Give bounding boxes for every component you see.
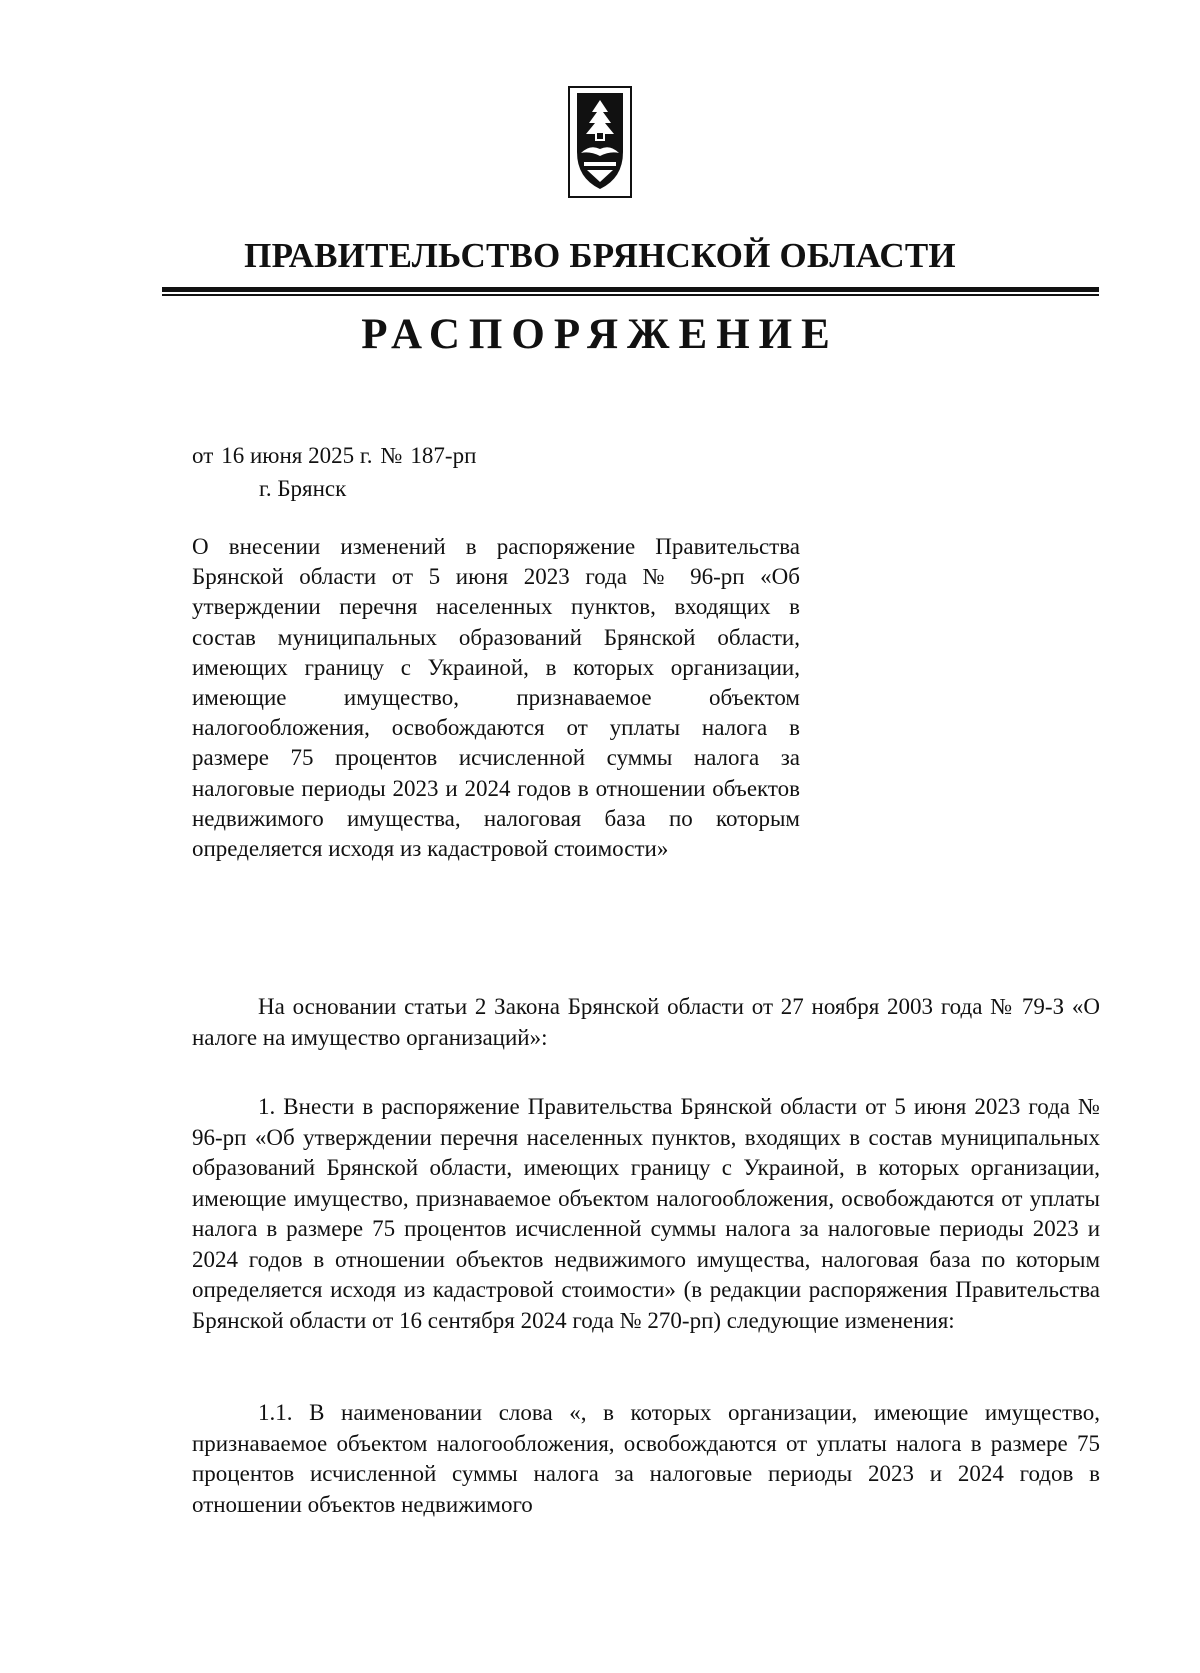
item-1-1-paragraph: 1.1. В наименовании слова «, в которых организации, имеющие имущество, признаваемое объектом налогообложения, освобождаются от уплаты налога в размере 75 процентов исчисленной суммы налога за налоговые периоды 2023 и 2024 годов в отношении объектов недвижимого xyxy=(192,1400,1100,1517)
legal-basis-paragraph: На основании статьи 2 Закона Брянской области от 27 ноября 2003 года № 79-З «О налоге на имущество организаций»: xyxy=(192,994,1100,1050)
bryansk-coat-of-arms-icon xyxy=(568,86,632,198)
header-rule-thick xyxy=(162,287,1099,292)
document-date: 16 июня 2025 г. xyxy=(221,443,373,468)
document-number: 187-рп xyxy=(410,443,477,468)
date-prefix: от xyxy=(192,443,214,468)
document-type: РАСПОРЯЖЕНИЕ xyxy=(361,311,839,358)
header-rule-thin xyxy=(162,294,1099,296)
document-city: г. Брянск xyxy=(259,476,347,501)
item-1-paragraph: 1. Внести в распоряжение Правительства Брянской области от 5 июня 2023 года № 96-рп «Об утверждении перечня населенных пунктов, входящих в состав муниципальных образований Брянской области, имеющих границу с Украиной, в которых организации, имеющие имущество, признаваемое объектом налогообложения, освобождаются от уплаты налога в размере 75 процентов исчисленной суммы налога за налоговые периоды 2023 и 2024 годов в отношении объектов недвижимого имущества, налоговая база по которым определяется исходя из кадастровой стоимости» (в редакции распоряжения Правительства Брянской области от 16 сентября 2024 года № 270-рп) следующие изменения: xyxy=(192,1094,1100,1333)
organization-name: ПРАВИТЕЛЬСТВО БРЯНСКОЙ ОБЛАСТИ xyxy=(244,236,956,275)
document-subject: О внесении изменений в распоряжение Правительства Брянской области от 5 июня 2023 года № 96-рп «Об утверждении перечня населенных пунктов, входящих в состав муниципальных образований Брянской области, имеющих границу с Украиной, в которых организации, имеющие имущество, признаваемое объектом налогообложения, освобождаются от уплаты налога в размере 75 процентов исчисленной суммы налога за налоговые периоды 2023 и 2024 годов в отношении объектов недвижимого имущества, налоговая база по которым определяется исходя из кадастровой стоимости» xyxy=(192,534,800,862)
number-sign: № xyxy=(380,443,403,468)
document-date-line xyxy=(192,443,484,469)
